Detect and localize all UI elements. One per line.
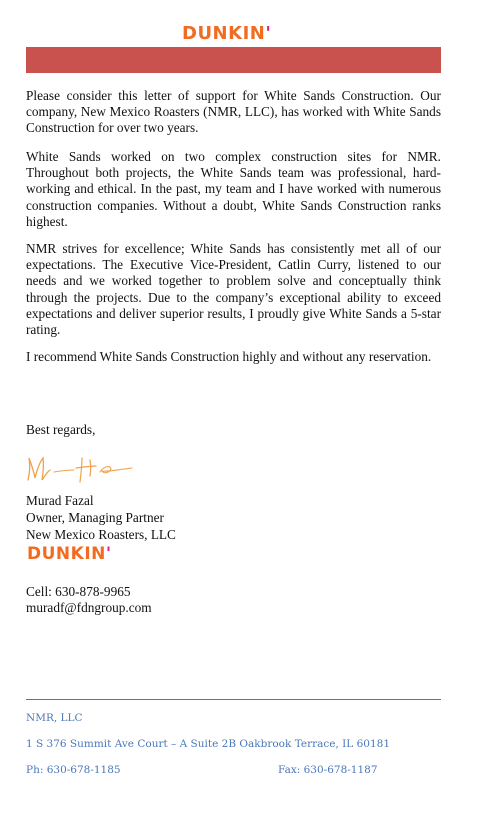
footer-company: NMR, LLC: [26, 712, 83, 724]
letter-paragraph-1: Please consider this letter of support for White Sands Construction. Our company, New Mexico Roasters (NMR, LLC), has worked with White Sands Construction for over two years.: [26, 88, 441, 136]
dunkin-logo-small: [27, 546, 112, 563]
letter-paragraph-2: White Sands worked on two complex construction sites for NMR. Throughout both projects, the White Sands team was professional, hard-working and ethical. In the past, my team and I have worked with numerous construction companies. Without a doubt, White Sands Construction ranks highest.: [26, 149, 441, 229]
header-bar: [26, 47, 441, 73]
footer-fax: Fax: 630-678-1187: [278, 764, 378, 776]
footer-divider: [26, 699, 441, 700]
signature-icon: [24, 450, 136, 490]
signer-name: Murad Fazal: [26, 493, 94, 508]
email-address: muradf@fdngroup.com: [26, 600, 152, 615]
logo-apostrophe-small: ': [105, 544, 112, 564]
letter-paragraph-3: NMR strives for excellence; White Sands has consistently met all of our expectations. The Executive Vice-President, Catlin Curry, listened to our needs and we worked together to problem solve and conceptually think through the projects. Due to the company’s exceptional ability to exceed expectations and deliver superior results, I proudly give White Sands a 5-star rating.: [26, 241, 441, 338]
logo-text-small: DUNKIN: [27, 544, 106, 564]
logo-apostrophe: ': [265, 23, 272, 44]
closing: Best regards,: [26, 422, 96, 437]
logo-text: DUNKIN: [182, 23, 266, 44]
signer-company: New Mexico Roasters, LLC: [26, 527, 176, 542]
signer-title: Owner, Managing Partner: [26, 510, 164, 525]
cell-phone: Cell: 630-878-9965: [26, 584, 131, 599]
letter-paragraph-4: I recommend White Sands Construction highly and without any reservation.: [26, 349, 432, 364]
dunkin-logo: [182, 25, 271, 43]
footer-phone: Ph: 630-678-1185: [26, 764, 121, 776]
footer-address: 1 S 376 Summit Ave Court – A Suite 2B Oakbrook Terrace, IL 60181: [26, 738, 391, 750]
